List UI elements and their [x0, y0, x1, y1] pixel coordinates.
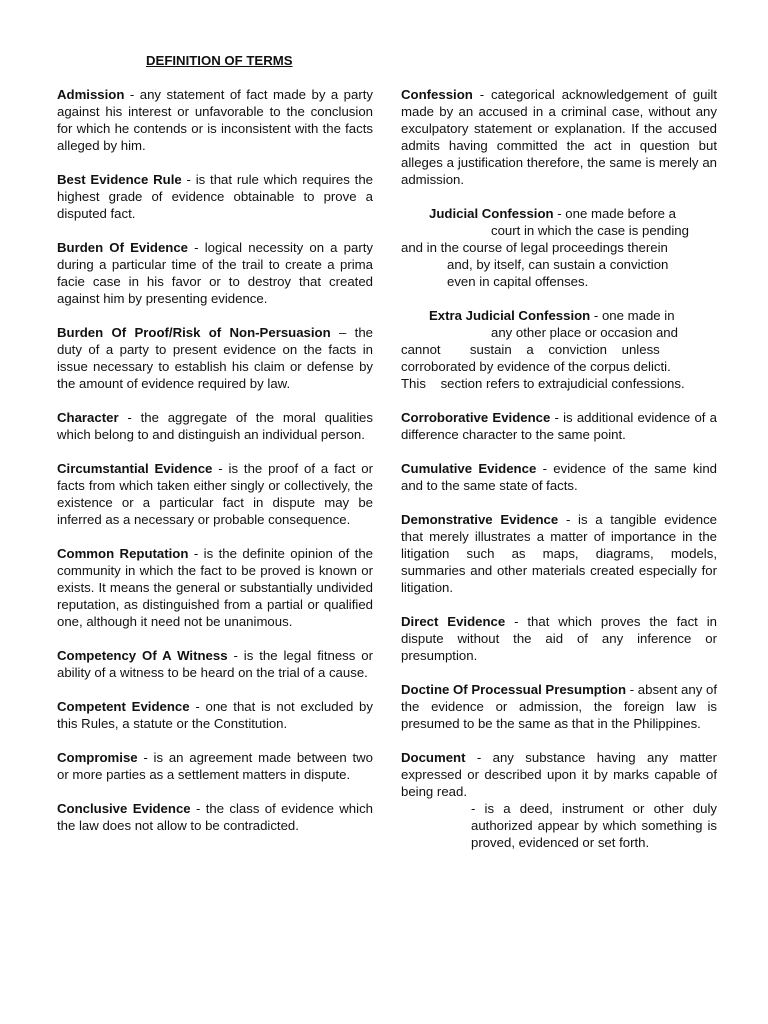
term-definition: - one that is not excluded by this Rules, a statute or the Constitution. — [57, 699, 373, 731]
definition-entry — [401, 613, 717, 664]
term-definition: - is an agreement made between two or more parties as a settlement matters in dispute. — [57, 750, 373, 782]
judicial-confession-line: court in which the case is pending — [491, 223, 689, 238]
term-definition: - is additional evidence of a difference character to the same point. — [401, 410, 717, 442]
judicial-confession-line: and, by itself, can sustain a conviction — [447, 257, 669, 272]
definition-entry — [57, 409, 373, 443]
definition-entry — [57, 171, 373, 222]
extra-judicial-line: any other place or occasion and — [491, 325, 678, 340]
definition-entry — [401, 409, 717, 443]
document-definition — [401, 749, 717, 800]
term-definition: - one made before a — [553, 206, 677, 221]
term-name: Common Reputation — [57, 546, 189, 561]
definition-entry — [57, 545, 373, 630]
term-name: Doctine Of Processual Presumption — [401, 682, 627, 697]
term-definition: - any substance having any matter expressed or described upon it by marks capable of being read. — [401, 750, 717, 799]
term-name: Judicial Confession — [429, 206, 554, 221]
term-name: Burden Of Evidence — [57, 240, 189, 255]
term-definition: - is the proof of a fact or facts from which taken either singly or collectively, the existence or a particular fact in dispute may be inferred as a necessary or probable consequence. — [57, 461, 373, 527]
term-definition: - that which proves the fact in dispute without the aid of any inference or presumption. — [401, 614, 717, 663]
term-name: Competent Evidence — [57, 699, 190, 714]
term-definition: - the class of evidence which the law does not allow to be contradicted. — [57, 801, 373, 833]
definition-entry — [401, 460, 717, 494]
definition-entry — [57, 239, 373, 307]
term-name: Document — [401, 750, 466, 765]
extra-judicial-confession-entry — [401, 307, 717, 392]
term-name: Burden Of Proof/Risk of Non-Persuasion — [57, 325, 331, 340]
term-name: Direct Evidence — [401, 614, 506, 629]
term-definition: - is that rule which requires the highest grade of evidence obtainable to prove a disputed fact. — [57, 172, 373, 221]
term-definition: - is the legal fitness or ability of a witness to be heard on the trial of a cause. — [57, 648, 374, 680]
definition-entry — [401, 86, 717, 188]
term-definition: - the aggregate of the moral qualities which belong to and distinguish an individual person. — [57, 410, 373, 442]
judicial-confession-entry — [401, 205, 717, 290]
document-entry — [401, 749, 717, 851]
term-name: Confession — [401, 87, 473, 102]
term-name: Admission — [57, 87, 125, 102]
term-definition: - absent any of the evidence or admission, the foreign law is presumed to be the same as that in the Philippines. — [401, 682, 717, 731]
definition-entry — [401, 681, 717, 732]
judicial-confession-line: and in the course of legal proceedings therein — [401, 240, 668, 255]
extra-judicial-line: cannot sustain a conviction unless — [401, 342, 660, 357]
definition-entry — [57, 460, 373, 528]
term-name: Demonstrative Evidence — [401, 512, 559, 527]
page-title: DEFINITION OF TERMS — [146, 53, 293, 68]
term-name: Cumulative Evidence — [401, 461, 537, 476]
left-column — [57, 86, 373, 851]
extra-judicial-line: corroborated by evidence of the corpus delicti. — [401, 359, 671, 374]
term-definition: - is the definite opinion of the community in which the fact to be proved is known or exists. It means the general or substantially undivided reputation, as distinguished from a partial or qualified one, although it need not be unanimous. — [57, 546, 374, 629]
term-name: Character — [57, 410, 119, 425]
term-definition: - logical necessity on a party during a particular time of the trail to create a prima facie case in his favor or to destroy that created against him by presenting evidence. — [57, 240, 373, 306]
definition-entry — [57, 86, 373, 154]
term-name: Compromise — [57, 750, 138, 765]
definition-entry — [57, 800, 373, 834]
extra-judicial-line — [401, 307, 717, 324]
document-definition-continued: - is a deed, instrument or other duly authorized appear by which something is proved, evidenced or set forth. — [471, 801, 717, 850]
term-definition: – the duty of a party to present evidence on the facts in issue necessary to establish his claim or defense by the amount of evidence required by law. — [57, 325, 374, 391]
extra-judicial-line: This section refers to extrajudicial confessions. — [401, 376, 685, 391]
judicial-confession-line: even in capital offenses. — [447, 274, 589, 289]
definition-entry — [57, 698, 373, 732]
definition-entry — [57, 324, 373, 392]
definition-entry — [57, 749, 373, 783]
term-name: Corroborative Evidence — [401, 410, 551, 425]
term-name: Extra Judicial Confession — [429, 308, 591, 323]
right-column — [401, 86, 717, 868]
term-definition: - is a tangible evidence that merely illustrates a matter of importance in the litigation such as maps, diagrams, models, summaries and other materials created especially for litigation. — [401, 512, 717, 595]
term-name: Competency Of A Witness — [57, 648, 228, 663]
definition-entry — [57, 647, 373, 681]
term-definition: - categorical acknowledgement of guilt made by an accused in a criminal case, without any exculpatory statement or explanation. If the accused admits having committed the act in question but alleges a justification therefore, the same is merely an admission. — [401, 87, 717, 187]
term-definition: - any statement of fact made by a party against his interest or unfavorable to the conclusion for which he contends or is inconsistent with the facts alleged by him. — [57, 87, 373, 153]
term-definition: - one made in — [590, 308, 675, 323]
term-name: Best Evidence Rule — [57, 172, 182, 187]
term-definition: - evidence of the same kind and to the same state of facts. — [401, 461, 718, 493]
judicial-confession-line — [401, 205, 717, 222]
definition-entry — [401, 511, 717, 596]
term-name: Conclusive Evidence — [57, 801, 191, 816]
term-name: Circumstantial Evidence — [57, 461, 213, 476]
